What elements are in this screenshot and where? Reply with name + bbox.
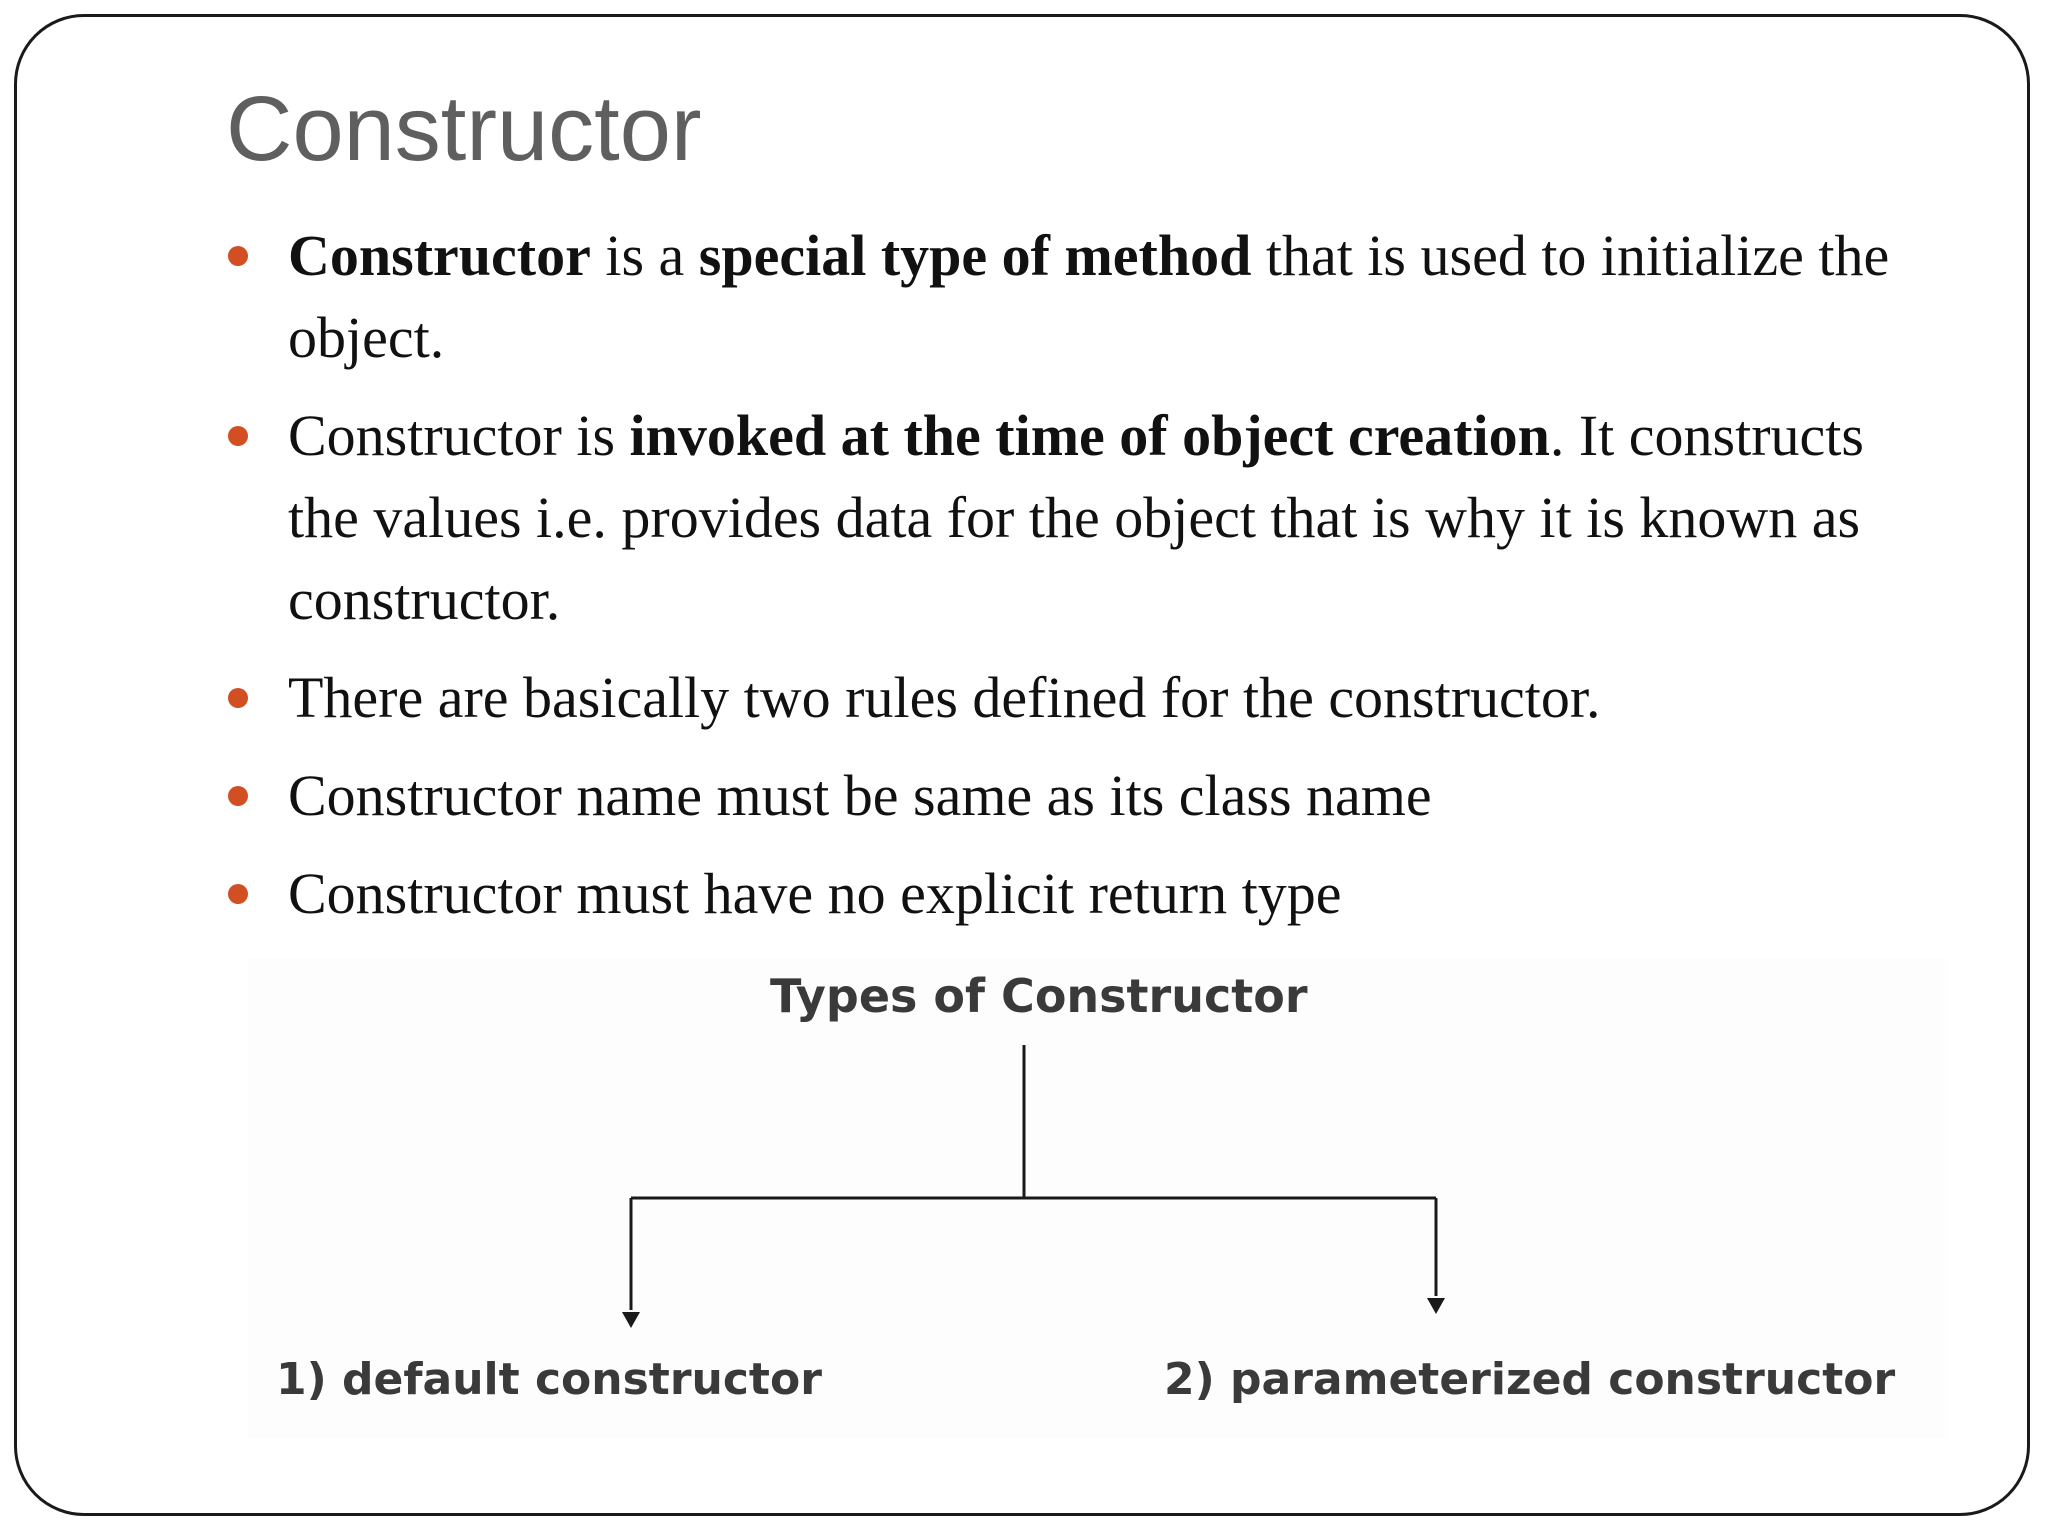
arrowhead-icon <box>622 1312 640 1328</box>
bullet-text-segment: special type of method <box>698 223 1252 288</box>
bullet-text-segment: Constructor must have no explicit return type <box>288 861 1342 926</box>
bullet-text-segment: Constructor is <box>288 403 630 468</box>
diagram-title: Types of Constructor <box>770 969 1308 1023</box>
diagram-node-parameterized: 2) parameterized constructor <box>1164 1354 1896 1405</box>
bullet-text-segment: Constructor <box>288 223 591 288</box>
bullet-text-segment: invoked at the time of object creation <box>629 403 1550 468</box>
bullet-text-segment: is a <box>590 223 699 288</box>
bullet-text-segment: Constructor name must be same as its class name <box>288 763 1432 828</box>
diagram-node-default: 1) default constructor <box>276 1354 822 1405</box>
bullet-text-segment: . It constructs the values i.e. provides data for the object that is why it is known as constructor. <box>288 403 1864 632</box>
arrowhead-icon <box>1427 1298 1445 1314</box>
slide-title: Constructor <box>226 78 702 180</box>
bullet-text-segment: There are basically two rules defined for the constructor. <box>288 665 1601 730</box>
bullet-text-segment: that is used to initialize the object. <box>288 223 1890 370</box>
